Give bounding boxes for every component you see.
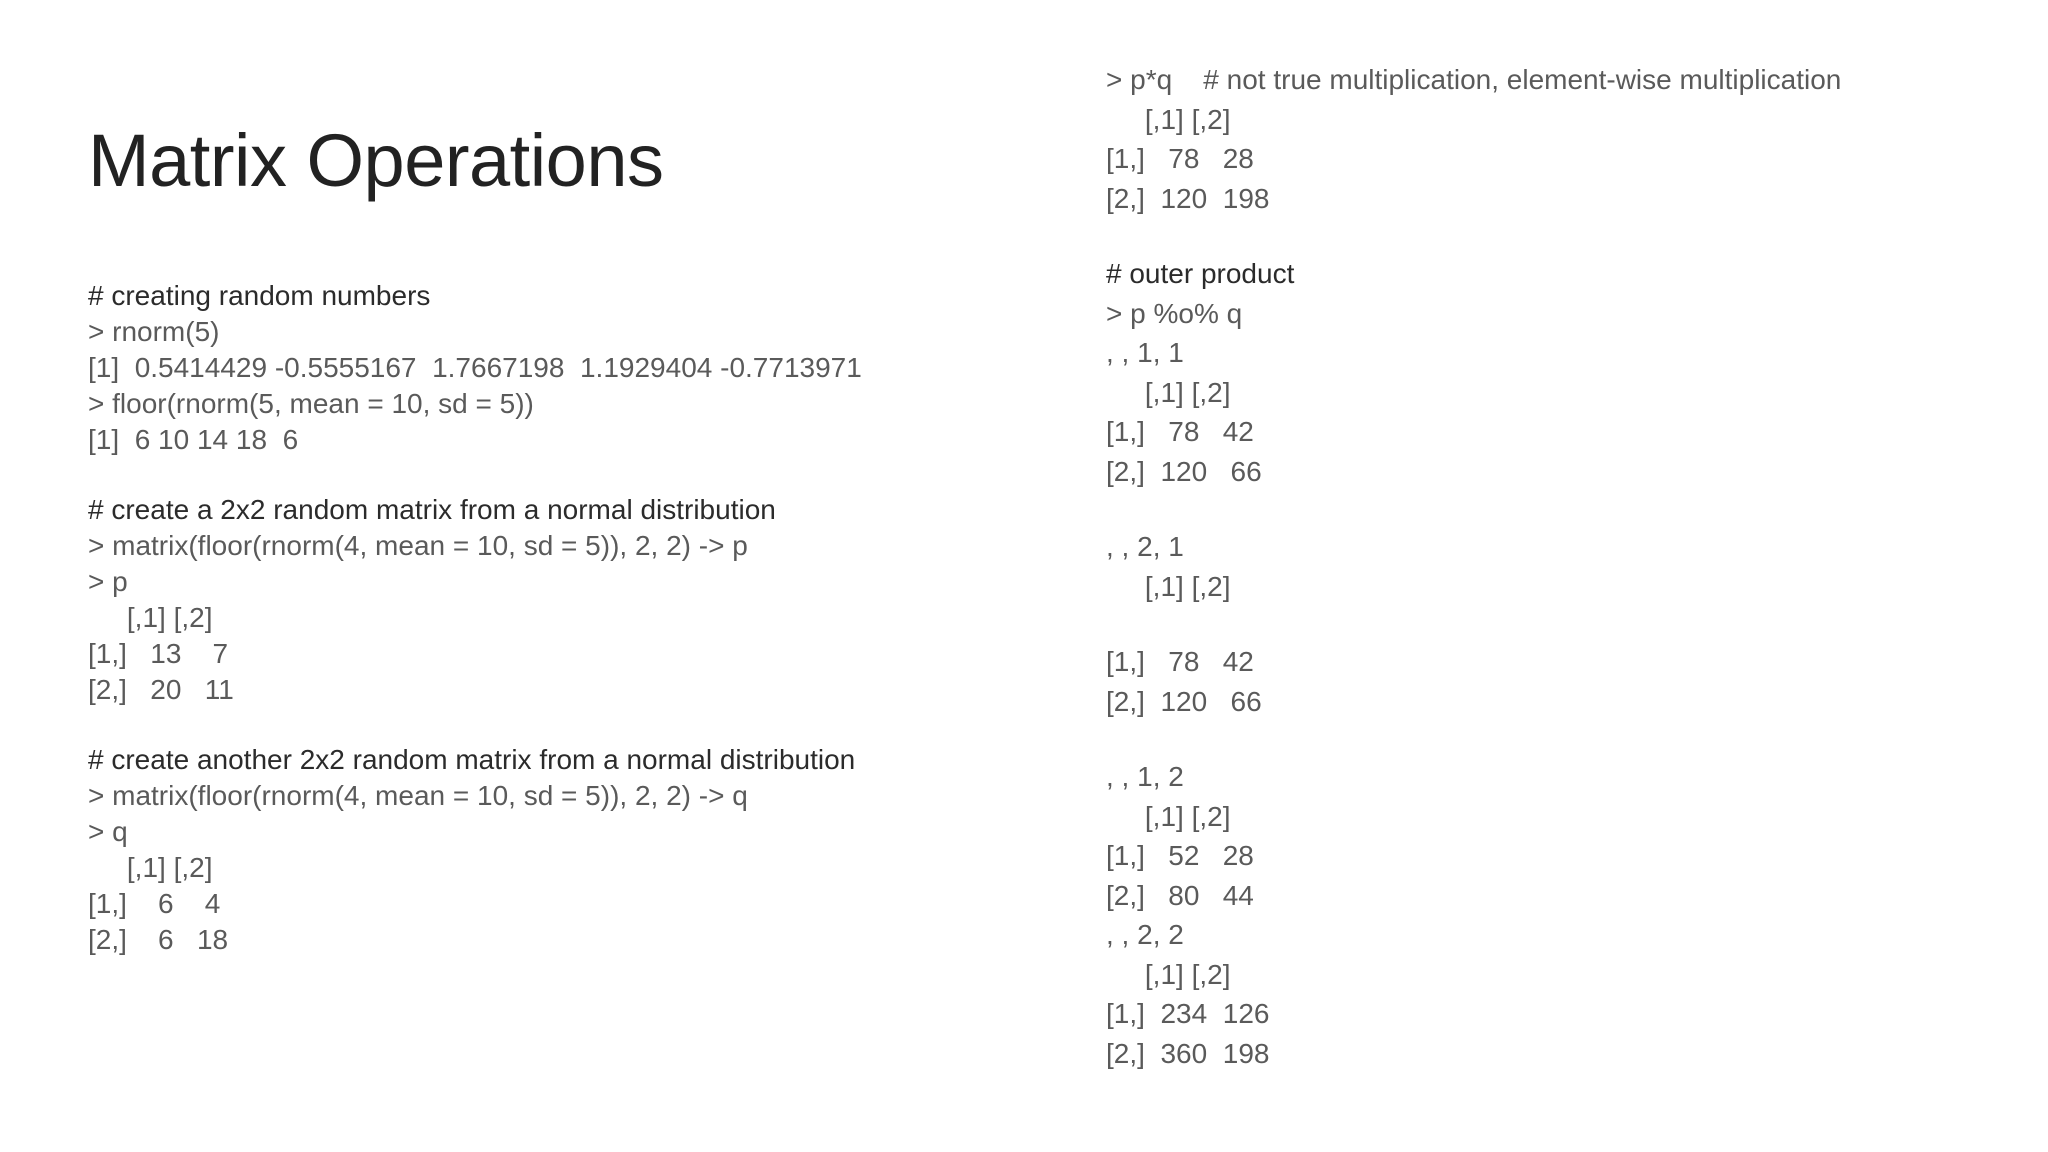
- output-line: , , 1, 1: [1106, 337, 1184, 368]
- comment-line: # outer product: [1106, 258, 1295, 289]
- output-line: [,1] [,2]: [1106, 570, 1231, 602]
- slide-title: Matrix Operations: [88, 119, 664, 202]
- output-line: [1,] 78 28: [1106, 143, 1254, 174]
- output-line: [,1] [,2]: [88, 602, 213, 633]
- output-line: [1,] 52 28: [1106, 840, 1254, 871]
- blank-line: [88, 708, 862, 742]
- output-line: [,1] [,2]: [1106, 958, 1231, 990]
- blank-line: [1106, 606, 1841, 642]
- output-line: [2,] 20 11: [88, 674, 234, 705]
- output-line: , , 2, 1: [1106, 531, 1184, 562]
- code-line: > matrix(floor(rnorm(4, mean = 10, sd = 5)), 2, 2) -> q: [88, 780, 748, 811]
- left-code-column: [88, 278, 862, 958]
- output-line: [1,] 78 42: [1106, 646, 1254, 677]
- code-line: > rnorm(5): [88, 316, 220, 347]
- output-line: [2,] 120 198: [1106, 182, 1270, 214]
- output-line: [1,] 6 4: [88, 888, 221, 919]
- output-line: [2,] 6 18: [88, 924, 229, 955]
- blank-line: [1106, 721, 1841, 757]
- code-line: > p: [88, 566, 128, 597]
- code-line: > floor(rnorm(5, mean = 10, sd = 5)): [88, 388, 534, 419]
- comment-line: # create a 2x2 random matrix from a normal distribution: [88, 494, 776, 525]
- code-line: > p %o% q: [1106, 297, 1243, 329]
- output-line: [1] 0.5414429 -0.5555167 1.7667198 1.1929404 -0.7713971: [88, 352, 862, 383]
- output-line: [,1] [,2]: [1106, 800, 1231, 832]
- blank-line: [88, 458, 862, 492]
- blank-line: [1106, 218, 1841, 254]
- comment-line: # creating random numbers: [88, 280, 431, 311]
- code-line: > matrix(floor(rnorm(4, mean = 10, sd = 5)), 2, 2) -> p: [88, 530, 748, 561]
- blank-line: [1106, 491, 1841, 527]
- code-line: > p*q # not true multiplication, element-wise multiplication: [1106, 64, 1842, 95]
- output-line: [1] 6 10 14 18 6: [88, 424, 299, 455]
- comment-line: # create another 2x2 random matrix from a normal distribution: [88, 744, 856, 775]
- output-line: [1,] 78 42: [1106, 416, 1254, 447]
- output-line: , , 1, 2: [1106, 761, 1184, 792]
- output-line: [1,] 13 7: [88, 638, 229, 669]
- output-line: [,1] [,2]: [1106, 376, 1231, 408]
- output-line: [2,] 120 66: [1106, 685, 1262, 717]
- output-line: [2,] 360 198: [1106, 1037, 1270, 1069]
- output-line: [1,] 234 126: [1106, 998, 1270, 1029]
- output-line: [2,] 80 44: [1106, 879, 1254, 911]
- output-line: [,1] [,2]: [1106, 103, 1231, 135]
- output-line: [2,] 120 66: [1106, 455, 1262, 487]
- code-line: > q: [88, 816, 128, 847]
- right-code-column: [1106, 60, 1841, 1073]
- output-line: [,1] [,2]: [88, 852, 213, 883]
- output-line: , , 2, 2: [1106, 919, 1184, 950]
